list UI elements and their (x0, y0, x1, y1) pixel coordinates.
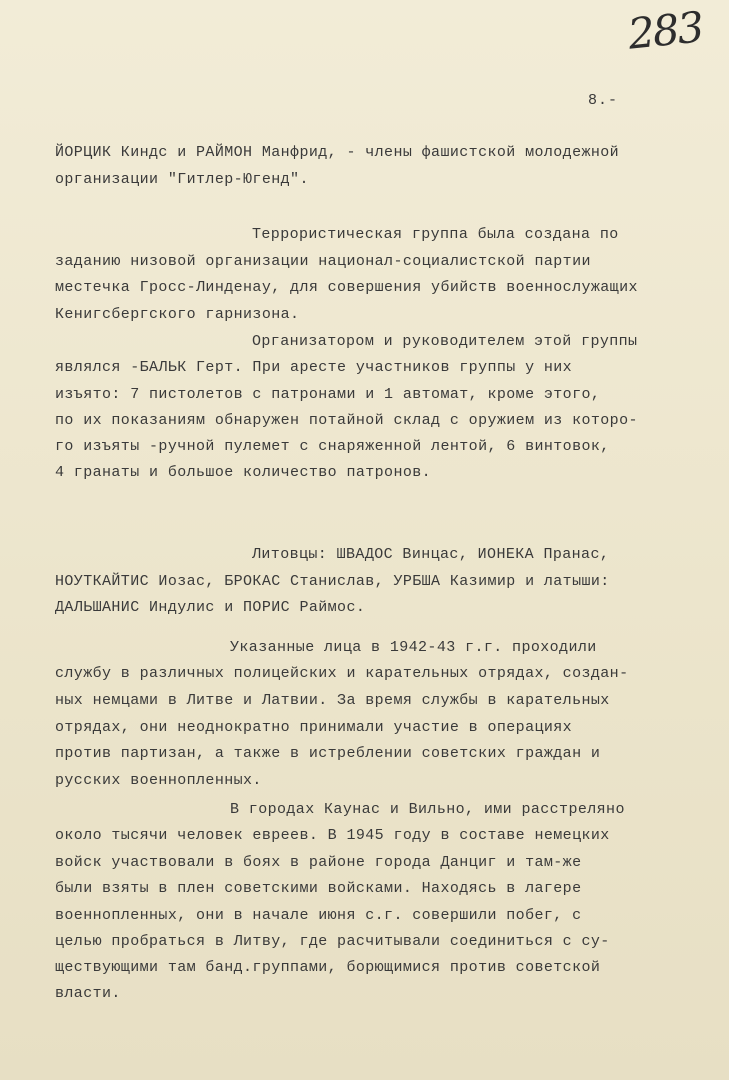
text-line: целью пробраться в Литву, где расчитывали соединиться с су- (55, 933, 610, 950)
paragraph-first-line: Указанные лица в 1942-43 г.г. проходили (230, 639, 597, 656)
text-line: войск участвовали в боях в районе города Данциг и там-же (55, 854, 582, 871)
text-line: являлся -БАЛЬК Герт. При аресте участников группы у них (55, 359, 573, 376)
text-line: Кенигсбергского гарнизона. (55, 306, 300, 323)
paragraph-first-line: Организатором и руководителем этой группы (252, 333, 638, 350)
archive-page-number: 283 (625, 2, 705, 59)
text-line: ДАЛЬШАНИС Индулис и ПОРИС Раймос. (55, 599, 366, 616)
text-line: военнопленных, они в начале июня с.г. совершили побег, с (55, 907, 582, 924)
text-line: отрядах, они неоднократно принимали участие в операциях (55, 719, 573, 736)
paragraph-first-line: В городах Каунас и Вильно, ими расстреляно (230, 801, 625, 818)
text-line: были взяты в плен советскими войсками. Находясь в лагере (55, 880, 582, 897)
text-line: 4 гранаты и большое количество патронов. (55, 464, 432, 481)
text-line: службу в различных полицейских и карательных отрядах, создан- (55, 665, 629, 682)
text-line: изъято: 7 пистолетов с патронами и 1 автомат, кроме этого, (55, 386, 601, 403)
text-line: ЙОРЦИК Киндс и РАЙМОН Манфрид, - члены фашистской молодежной (55, 144, 620, 161)
text-line: местечка Гросс-Линденау, для совершения убийств военнослужащих (55, 279, 638, 296)
text-line: го изъяты -ручной пулемет с снаряженной лентой, 6 винтовок, (55, 438, 610, 455)
text-line: ществующими там банд.группами, борющимися против советской (55, 959, 601, 976)
text-line: НОУТКАЙТИС Иозас, БРОКАС Станислав, УРБША Казимир и латыши: (55, 573, 610, 590)
text-line: около тысячи человек евреев. В 1945 году в составе немецких (55, 827, 610, 844)
text-line: русских военнопленных. (55, 772, 262, 789)
text-line: по их показаниям обнаружен потайной склад с оружием из которо- (55, 412, 638, 429)
paragraph-first-line: Террористическая группа была создана по (252, 226, 619, 243)
text-line: организации "Гитлер-Югенд". (55, 171, 309, 188)
page-number: 8.- (588, 92, 619, 109)
text-line: ных немцами в Литве и Латвии. За время службы в карательных (55, 692, 610, 709)
text-line: власти. (55, 985, 121, 1002)
text-line: заданию низовой организации национал-социалистской партии (55, 253, 591, 270)
text-line: против партизан, а также в истреблении советских граждан и (55, 745, 601, 762)
paragraph-first-line: Литовцы: ШВАДОС Винцас, ИОНЕКА Пранас, (252, 546, 610, 563)
